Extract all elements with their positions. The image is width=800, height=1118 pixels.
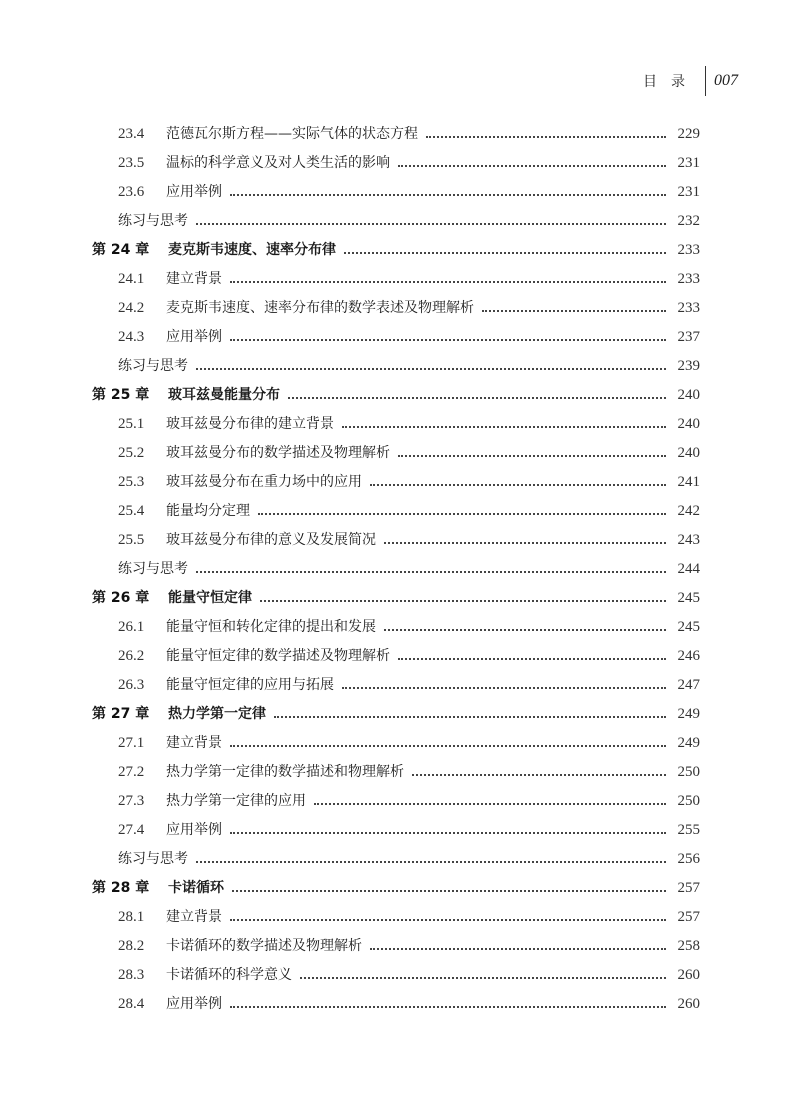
toc-exercise-row[interactable] [92,207,700,236]
toc-section-row[interactable] [92,294,700,323]
section-number: 28.3 [118,967,145,983]
page-number: 258 [677,938,700,954]
dot-leader [196,860,666,863]
section-number: 24.2 [118,300,145,316]
dot-leader [314,802,666,805]
page-number: 240 [677,445,700,461]
chapter-number: 第 27 章 [92,706,150,722]
dot-leader [370,947,666,950]
section-number: 28.4 [118,996,145,1012]
toc-section-row[interactable] [92,265,700,294]
section-title: 练习与思考 [118,851,188,867]
section-number: 25.2 [118,445,145,461]
toc-section-row[interactable] [92,758,700,787]
section-title: 热力学第一定律的数学描述和物理解析 [166,764,404,780]
page-number: 250 [677,764,700,780]
section-title: 玻耳兹曼分布在重力场中的应用 [166,474,362,490]
toc-section-row[interactable] [92,961,700,990]
toc-section-row[interactable] [92,990,700,1019]
page-number: 249 [677,706,700,722]
page-number: 260 [677,996,700,1012]
section-number: 23.4 [118,126,145,142]
page-number: 239 [677,358,700,374]
dot-leader [230,918,666,921]
section-number: 26.1 [118,619,145,635]
section-title: 能量守恒定律的应用与拓展 [166,677,334,693]
dot-leader [230,1005,666,1008]
section-title: 能量守恒和转化定律的提出和发展 [166,619,376,635]
dot-leader [230,193,666,196]
section-title: 建立背景 [166,909,222,925]
page-number: 246 [677,648,700,664]
section-number: 23.5 [118,155,145,171]
section-number: 27.2 [118,764,145,780]
dot-leader [398,454,666,457]
chapter-number: 第 28 章 [92,880,150,896]
chapter-number: 第 25 章 [92,387,150,403]
dot-leader [230,744,666,747]
page-number: 245 [677,619,700,635]
section-number: 24.1 [118,271,145,287]
toc-section-row[interactable] [92,149,700,178]
dot-leader [274,715,666,718]
section-title: 建立背景 [166,271,222,287]
section-number: 28.2 [118,938,145,954]
dot-leader [384,541,666,544]
section-title: 玻耳兹曼分布律的建立背景 [166,416,334,432]
dot-leader [288,396,666,399]
page-number: 244 [677,561,700,577]
dot-leader [300,976,666,979]
section-title: 应用举例 [166,822,222,838]
section-title: 建立背景 [166,735,222,751]
section-title: 练习与思考 [118,358,188,374]
header-divider [705,66,706,96]
dot-leader [482,309,666,312]
dot-leader [426,135,666,138]
dot-leader [342,425,666,428]
section-title: 麦克斯韦速度、速率分布律的数学表述及物理解析 [166,300,474,316]
toc-section-row[interactable] [92,323,700,352]
page-number: 231 [677,155,700,171]
section-number: 26.3 [118,677,145,693]
page-number: 243 [677,532,700,548]
page-number: 250 [677,793,700,809]
page-number: 256 [677,851,700,867]
toc-chapter-row[interactable] [92,700,700,729]
toc-section-row[interactable] [92,642,700,671]
page-number: 245 [677,590,700,606]
page-number: 241 [677,474,700,490]
section-number: 25.4 [118,503,145,519]
section-number: 27.3 [118,793,145,809]
page-number: 240 [677,387,700,403]
page-number: 233 [677,271,700,287]
toc-section-row[interactable] [92,526,700,555]
dot-leader [342,686,666,689]
toc-section-row[interactable] [92,729,700,758]
dot-leader [230,280,666,283]
section-number: 27.4 [118,822,145,838]
toc-section-row[interactable] [92,120,700,149]
page-number: 247 [677,677,700,693]
section-title: 练习与思考 [118,561,188,577]
page-number: 257 [677,909,700,925]
dot-leader [398,657,666,660]
dot-leader [230,831,666,834]
toc-exercise-row[interactable] [92,845,700,874]
page-number: 242 [677,503,700,519]
section-title: 能量均分定理 [166,503,250,519]
dot-leader [232,889,666,892]
toc-exercise-row[interactable] [92,352,700,381]
toc-section-row[interactable] [92,178,700,207]
page-number: 255 [677,822,700,838]
chapter-number: 第 26 章 [92,590,150,606]
dot-leader [196,222,666,225]
section-number: 23.6 [118,184,145,200]
section-title: 练习与思考 [118,213,188,229]
section-title: 热力学第一定律的应用 [166,793,306,809]
chapter-title: 麦克斯韦速度、速率分布律 [168,242,336,258]
chapter-title: 热力学第一定律 [168,706,266,722]
section-number: 28.1 [118,909,145,925]
dot-leader [196,367,666,370]
section-number: 25.1 [118,416,145,432]
dot-leader [196,570,666,573]
chapter-number: 第 24 章 [92,242,150,258]
section-number: 25.5 [118,532,145,548]
toc-chapter-row[interactable] [92,236,700,265]
chapter-title: 玻耳兹曼能量分布 [168,387,280,403]
dot-leader [384,628,666,631]
chapter-title: 能量守恒定律 [168,590,252,606]
toc-chapter-row[interactable] [92,381,700,410]
table-of-contents [92,120,700,1019]
toc-section-row[interactable] [92,613,700,642]
section-title: 玻耳兹曼分布律的意义及发展简况 [166,532,376,548]
section-title: 应用举例 [166,996,222,1012]
toc-section-row[interactable] [92,410,700,439]
section-title: 应用举例 [166,184,222,200]
toc-exercise-row[interactable] [92,555,700,584]
dot-leader [370,483,666,486]
toc-chapter-row[interactable] [92,584,700,613]
toc-section-row[interactable] [92,903,700,932]
chapter-title: 卡诺循环 [168,880,224,896]
section-number: 24.3 [118,329,145,345]
toc-section-row[interactable] [92,439,700,468]
section-number: 25.3 [118,474,145,490]
dot-leader [344,251,666,254]
section-title: 范德瓦尔斯方程——实际气体的状态方程 [166,126,418,142]
section-title: 应用举例 [166,329,222,345]
toc-section-row[interactable] [92,787,700,816]
section-title: 卡诺循环的科学意义 [166,967,292,983]
dot-leader [260,599,666,602]
section-title: 温标的科学意义及对人类生活的影响 [166,155,390,171]
page-number: 233 [677,300,700,316]
toc-chapter-row[interactable] [92,874,700,903]
header-section-label: 目录 [643,74,699,90]
section-number: 26.2 [118,648,145,664]
page-number: 229 [677,126,700,142]
dot-leader [398,164,666,167]
section-title: 卡诺循环的数学描述及物理解析 [166,938,362,954]
dot-leader [412,773,666,776]
toc-section-row[interactable] [92,497,700,526]
page-number: 237 [677,329,700,345]
toc-section-row[interactable] [92,468,700,497]
toc-section-row[interactable] [92,816,700,845]
dot-leader [230,338,666,341]
page-number: 233 [677,242,700,258]
page-number: 232 [677,213,700,229]
page-number: 231 [677,184,700,200]
section-title: 能量守恒定律的数学描述及物理解析 [166,648,390,664]
page-number: 257 [677,880,700,896]
page-number: 240 [677,416,700,432]
header-page-number: 007 [714,72,738,89]
page-number: 260 [677,967,700,983]
running-header [643,66,738,96]
page-number: 249 [677,735,700,751]
toc-section-row[interactable] [92,932,700,961]
dot-leader [258,512,666,515]
toc-section-row[interactable] [92,671,700,700]
section-title: 玻耳兹曼分布的数学描述及物理解析 [166,445,390,461]
section-number: 27.1 [118,735,145,751]
